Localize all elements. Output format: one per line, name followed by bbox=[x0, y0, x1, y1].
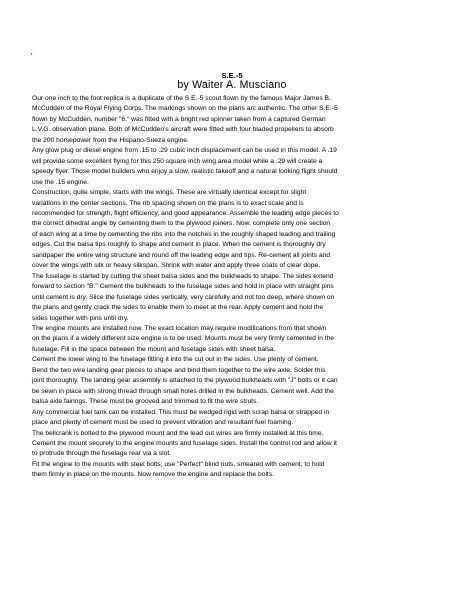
text-line: Our one inch to the foot replica is a duplicate of the S.E.-5 scout flown by the famous Major James B. bbox=[32, 95, 331, 102]
text-line: on the plans if a widely different size engine is to be used. Mounts must be very firmly cemented in the bbox=[32, 335, 335, 343]
text-line: Construction, quite simple, starts with the wings. These are virtually identical except for slight bbox=[32, 189, 307, 197]
text-line: sandpaper the entire wing structure and round off the leading edge and tips. Re-cement all joints and bbox=[32, 251, 331, 259]
text-line: The bellcrank is bolted to the plywood mount and the lead out wires are firmly installed at this time. bbox=[32, 429, 324, 437]
text-line: the plans and gently crack the sides to enable them to meet at the rear. Apply cement and hold the bbox=[32, 304, 324, 312]
text-line: of each wing at a time by cementing the ribs into the notches in the roughly shaped leading and trailing bbox=[32, 230, 336, 238]
article-body bbox=[32, 94, 442, 481]
text-line: joint thoroughly. The landing gear assembly is attached to the plywood bulkheads with "J" bolts or it can bbox=[32, 377, 338, 385]
text-line: use the .15 engine. bbox=[32, 178, 89, 186]
text-line: the 200 horsepower from the Hispano-Sueza engine. bbox=[32, 136, 189, 144]
text-line: Cement the lower wing to the fuselage fitting it into the cut out in the sides. Use plenty of cement. bbox=[32, 356, 319, 364]
text-line: forward to section "B." Cement the bulkheads to the fuselage sides and hold in place with straight pins bbox=[32, 283, 334, 291]
text-line: be sewn in place with strong thread through small holes drilled in the bulkheads. Cement well. Add the bbox=[32, 387, 334, 395]
text-line: flown by McCudden, number "6," was fitted with a bright red spinner taken from a captured German bbox=[32, 115, 326, 123]
text-line: The engine mounts are installed now. The exact location may require modifications from that shown bbox=[32, 324, 327, 332]
text-line: McCudden of the Royal Flying Corps. The markings shown on the plans arc authentic. The other S.E.-5 bbox=[32, 105, 338, 113]
text-line: Cement the mount securely to the engine mounts and fuselage sides. Install the control rod and allow it bbox=[32, 439, 337, 447]
text-line: fuselage. Fill in the space between the mount and fuselage sides with sheet balsa. bbox=[32, 345, 276, 353]
text-line: sides together with pins until dry. bbox=[32, 314, 129, 322]
text-line: to protrude through the fuselage rear via a slot. bbox=[32, 450, 172, 458]
text-line: the correct dihedral angle by cementing them to the plywood joiners. Now, complete only one section bbox=[32, 220, 331, 228]
text-line: Any commercial fuel tank can be installed. This must be wedged rigid with scrap balsa or strapped in bbox=[32, 408, 330, 416]
text-line: The fuselage is started by cutting the sheet balsa sides and the bulkheads to shape. The sides extend bbox=[32, 272, 334, 280]
text-line: place and plenty of cement must be used to prevent vibration and resultant fuel foaming. bbox=[32, 419, 294, 427]
text-line: will provide some excellent flying for this 250 square inch wing area model while a .29 will create a bbox=[32, 157, 323, 165]
text-line: L.V.G. observation plane. Both of McCudden's aircraft were fitted with four bladed propellers to absorb bbox=[32, 126, 334, 134]
text-line: recommended for strength, flight efficiency, and good appearance. Assemble the leading edge pieces to bbox=[32, 209, 339, 217]
stray-mark: ' bbox=[31, 52, 33, 61]
text-line: edges. Cut the balsa tips roughly to shape and cement in place. When the cement is thoroughly dry bbox=[32, 241, 326, 249]
text-line: Any glow plug or diesel engine from .15 to .29 cubic inch displacement can be used in this model. A .19 bbox=[32, 147, 337, 155]
text-line: cover the wings with silk or heavy silkspan. Shrink with water and apply three coats of clear dope. bbox=[32, 262, 321, 270]
article-title: S.E.-5 bbox=[221, 71, 243, 80]
article-byline: by Waiter A. Musciano bbox=[177, 79, 287, 91]
text-line: Bend the two wire landing gear pieces to shape and bind them together to the wire axle. Solder this bbox=[32, 366, 326, 374]
text-line: variations in the center sections. The rib spacing shown on the plans is to exact scale and is bbox=[32, 199, 304, 207]
text-line: speedy flyer. Those model builders who enjoy a slow, realistic takeoff and a natural looking flight should bbox=[32, 168, 338, 176]
text-line: balsa axle fairings. These must be grooved and trimmed to fit the wire struts. bbox=[32, 398, 259, 406]
text-line: Fit the engine to the mounts with steel bolts; use "Perfect" blind nuts, smeared with cement, to hold bbox=[32, 460, 325, 468]
text-line: them firmly in place on the mounts. Now remove the engine and replace the bolts. bbox=[32, 471, 274, 479]
text-line: until cement is dry. Slice the fuselage sides vertically, very carefully and not too deep, where shown on bbox=[32, 293, 335, 301]
